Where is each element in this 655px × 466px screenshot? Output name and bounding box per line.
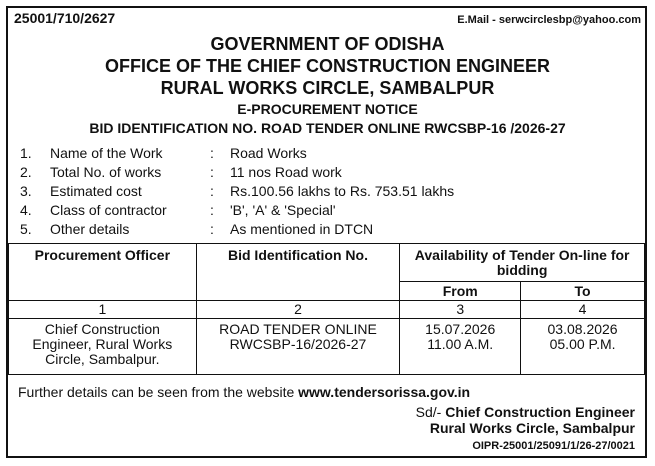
website-link[interactable]: www.tendersorissa.gov.in [298,384,471,400]
table-row [9,319,645,375]
detail-label: Other details [50,221,130,237]
header-from: From [400,282,521,301]
officer-line: Engineer, Rural Works [32,336,173,352]
detail-label: Estimated cost [50,183,142,199]
header-availability: Availability of Tender On-line for bidding [400,244,645,282]
detail-value: As mentioned in DTCN [230,221,374,237]
from-date: 15.07.2026 [425,321,496,337]
detail-colon: : [210,145,214,161]
signature-prefix: Sd/- [415,404,446,420]
detail-label: Class of contractor [50,202,167,218]
detail-value: Rs.100.56 lakhs to Rs. 753.51 lakhs [230,183,455,199]
detail-label: Name of the Work [50,145,163,161]
detail-label: Total No. of works [50,164,162,180]
detail-number: 3. [20,183,32,199]
email-address: E.Mail - serwcirclesbp@yahoo.com [457,14,641,26]
officer-line: Circle, Sambalpur. [45,351,160,367]
from-time: 11.00 A.M. [427,336,494,352]
office-title: OFFICE OF THE CHIEF CONSTRUCTION ENGINEER [104,56,550,76]
to-cell [521,319,645,375]
circle-title: RURAL WORKS CIRCLE, SAMBALPUR [160,78,495,98]
to-date: 03.08.2026 [547,321,618,337]
detail-number: 4. [20,202,32,218]
notice-title: E-PROCUREMENT NOTICE [237,101,418,117]
header-procurement-officer: Procurement Officer [9,244,197,301]
detail-row [20,183,640,202]
column-number: 4 [521,301,645,319]
further-details-label: Further details can be seen from the website [18,384,299,400]
detail-row [20,145,640,164]
signature-designation: Chief Construction Engineer [445,404,635,420]
detail-row [20,202,640,221]
table-number-row [9,301,645,319]
government-title: GOVERNMENT OF ODISHA [210,34,445,54]
signature-line-2: Rural Works Circle, Sambalpur [429,420,635,436]
detail-value: 'B', 'A' & 'Special' [230,202,336,218]
bid-table [8,243,645,375]
detail-number: 1. [20,145,32,161]
detail-row [20,164,640,183]
detail-colon: : [210,183,214,199]
detail-value: Road Works [230,145,307,161]
officer-line: Chief Construction [44,321,160,337]
further-details-text [18,384,470,400]
bid-identification-cell [196,319,400,375]
procurement-officer-cell [9,319,197,375]
detail-colon: : [210,202,214,218]
bid-line: ROAD TENDER ONLINE [219,321,377,337]
detail-colon: : [210,164,214,180]
signature-line-1 [416,404,635,420]
column-number: 1 [9,301,197,319]
table-header-row [9,244,645,282]
from-cell [400,319,521,375]
column-number: 2 [196,301,400,319]
detail-number: 2. [20,164,32,180]
detail-value: 11 nos Road work [230,164,342,180]
detail-number: 5. [20,221,32,237]
detail-row [20,221,640,240]
column-number: 3 [400,301,521,319]
bid-identification-line: BID IDENTIFICATION NO. ROAD TENDER ONLINE RWCSBP-16 /2026-27 [89,120,566,136]
detail-colon: : [210,221,214,237]
header-bid-identification: Bid Identification No. [196,244,400,301]
reference-number: 25001/710/2627 [14,10,116,26]
oipr-number: OIPR-25001/25091/1/26-27/0021 [472,440,635,452]
header-to: To [521,282,645,301]
bid-line: RWCSBP-16/2026-27 [229,336,367,352]
to-time: 05.00 P.M. [549,336,616,352]
